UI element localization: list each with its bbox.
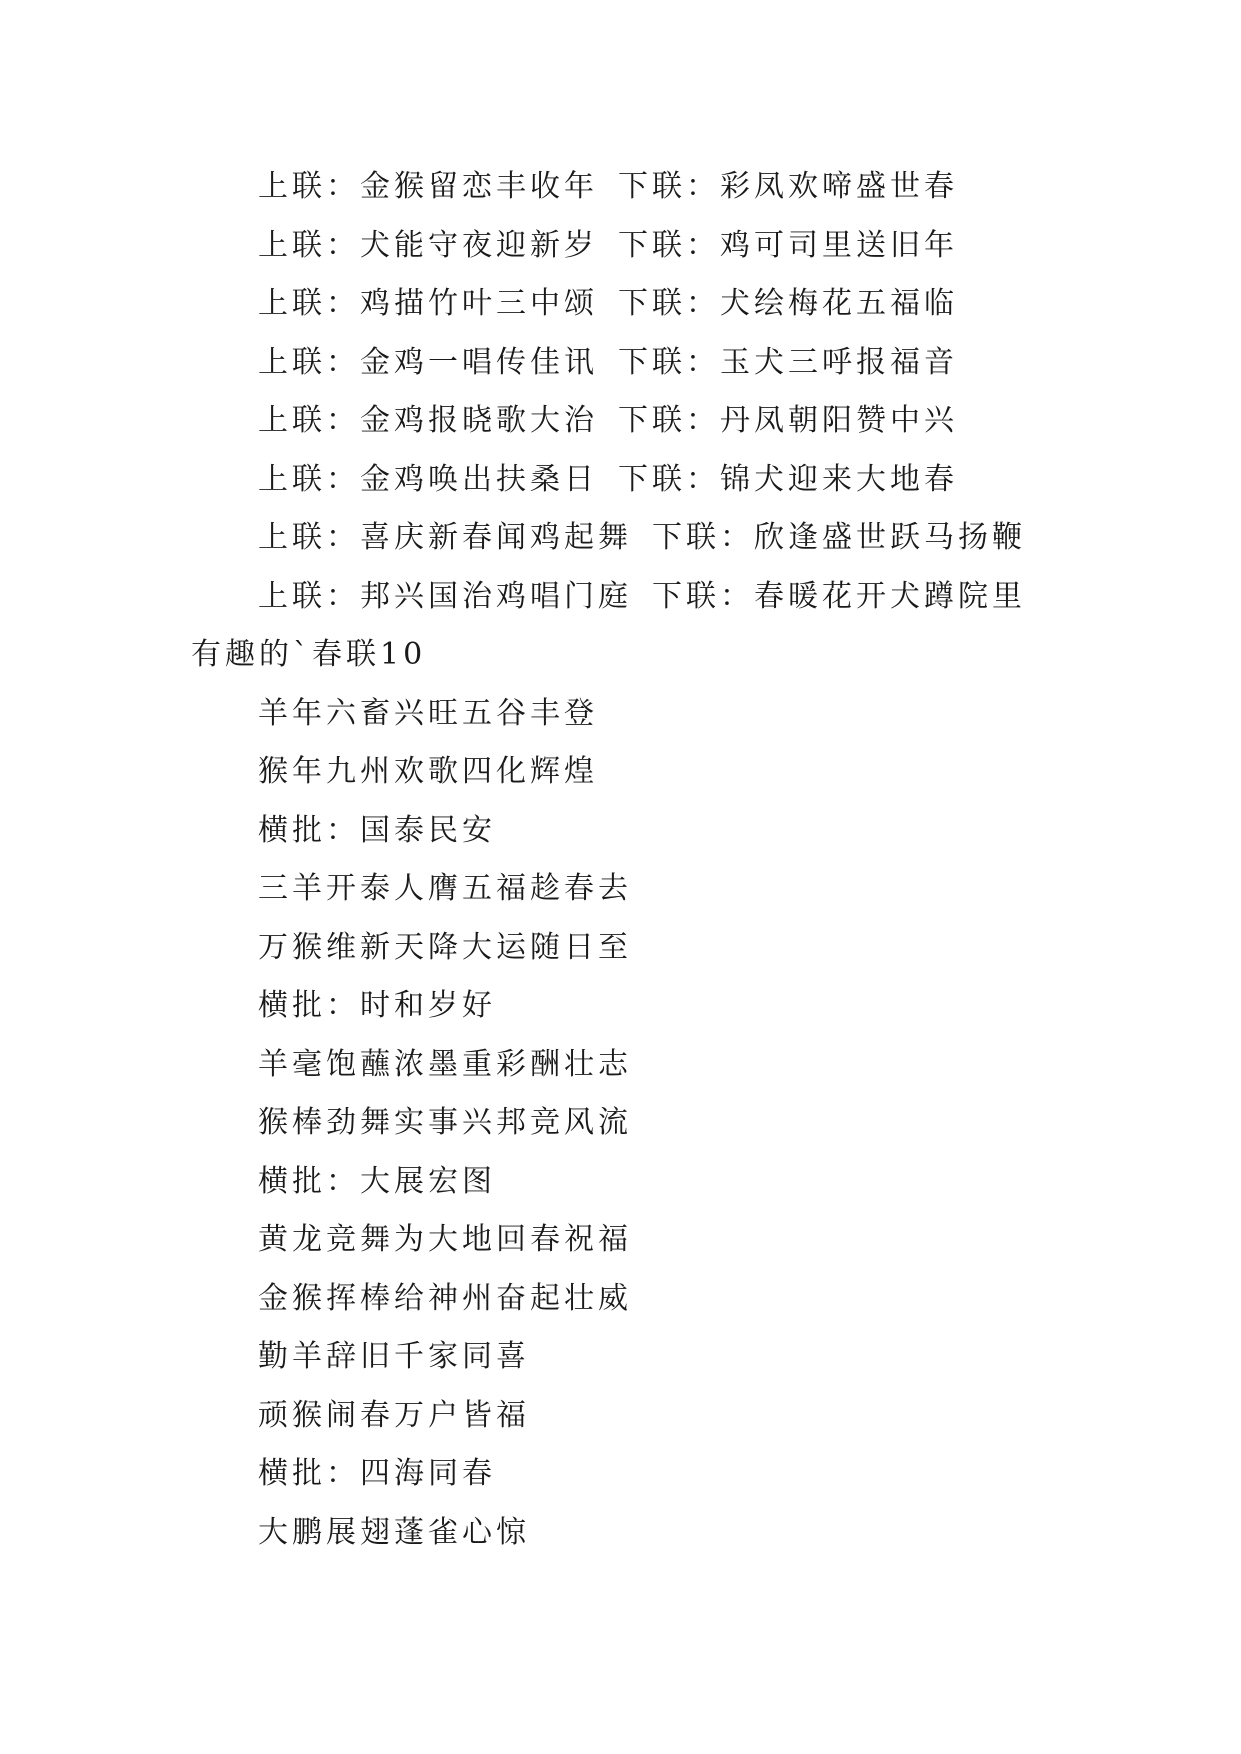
couplet-line [0, 334, 1241, 393]
up-label: 上联： [258, 344, 360, 380]
down-line: 玉犬三呼报福音 [720, 344, 958, 380]
up-label: 上联： [258, 286, 360, 321]
couplet-line [0, 275, 1241, 334]
verse-line: 羊年六畜兴旺五谷丰登 [258, 695, 598, 731]
couplet-line [0, 392, 1241, 451]
down-label: 下联： [618, 169, 720, 204]
verse-line: 大鹏展翅蓬雀心惊 [258, 1514, 530, 1550]
horizontal-scroll-line: 横批：国泰民安 [258, 812, 496, 848]
couplet-line [0, 451, 1241, 510]
text-body [0, 158, 1241, 1562]
down-line: 春暖花开犬蹲院里 [754, 578, 1026, 614]
horizontal-scroll-line: 横批：大展宏图 [258, 1163, 496, 1199]
horizontal-scroll-line: 横批：四海同春 [258, 1456, 496, 1491]
couplet-line [0, 568, 1241, 627]
couplet-line [0, 217, 1241, 276]
verse-line: 顽猴闹春万户皆福 [258, 1397, 530, 1433]
down-label: 下联： [618, 227, 720, 263]
down-label: 下联： [652, 520, 754, 555]
up-label: 上联： [258, 169, 360, 204]
verse-line: 勤羊辞旧千家同喜 [258, 1339, 530, 1374]
up-line: 金鸡唤出扶桑日 [360, 461, 598, 497]
up-label: 上联： [258, 227, 360, 263]
up-label: 上联： [258, 461, 360, 497]
down-line: 欣逢盛世跃马扬鞭 [754, 520, 1026, 555]
down-label: 下联： [618, 286, 720, 321]
up-line: 喜庆新春闻鸡起舞 [360, 520, 632, 555]
up-line: 金鸡报晓歌大治 [360, 403, 598, 438]
up-line: 鸡描竹叶三中颂 [360, 286, 598, 321]
verse-line: 万猴维新天降大运随日至 [258, 929, 632, 965]
verse-line: 羊毫饱蘸浓墨重彩酬壮志 [258, 1046, 632, 1082]
verse-line: 猴年九州欢歌四化辉煌 [258, 754, 598, 789]
up-label: 上联： [258, 578, 360, 614]
up-line: 犬能守夜迎新岁 [360, 227, 598, 263]
down-label: 下联： [618, 344, 720, 380]
verse-line: 猴棒劲舞实事兴邦竞风流 [258, 1105, 632, 1140]
couplet-line [0, 509, 1241, 568]
verse-line: 黄龙竞舞为大地回春祝福 [258, 1222, 632, 1257]
up-label: 上联： [258, 403, 360, 438]
up-line: 金猴留恋丰收年 [360, 169, 598, 204]
down-line: 彩凤欢啼盛世春 [720, 169, 958, 204]
down-line: 鸡可司里送旧年 [720, 227, 958, 263]
verse-line: 三羊开泰人膺五福趁春去 [258, 871, 632, 906]
couplet-line [0, 158, 1241, 217]
section-heading: 有趣的`春联10 [191, 637, 427, 672]
up-label: 上联： [258, 520, 360, 555]
verse-line: 金猴挥棒给神州奋起壮威 [258, 1280, 632, 1316]
down-line: 犬绘梅花五福临 [720, 286, 958, 321]
down-label: 下联： [618, 403, 720, 438]
up-line: 金鸡一唱传佳讯 [360, 344, 598, 380]
horizontal-scroll-line: 横批：时和岁好 [258, 988, 496, 1023]
down-label: 下联： [652, 578, 754, 614]
up-line: 邦兴国治鸡唱门庭 [360, 578, 632, 614]
down-label: 下联： [618, 461, 720, 497]
down-line: 锦犬迎来大地春 [720, 461, 958, 497]
down-line: 丹凤朝阳赞中兴 [720, 403, 958, 438]
